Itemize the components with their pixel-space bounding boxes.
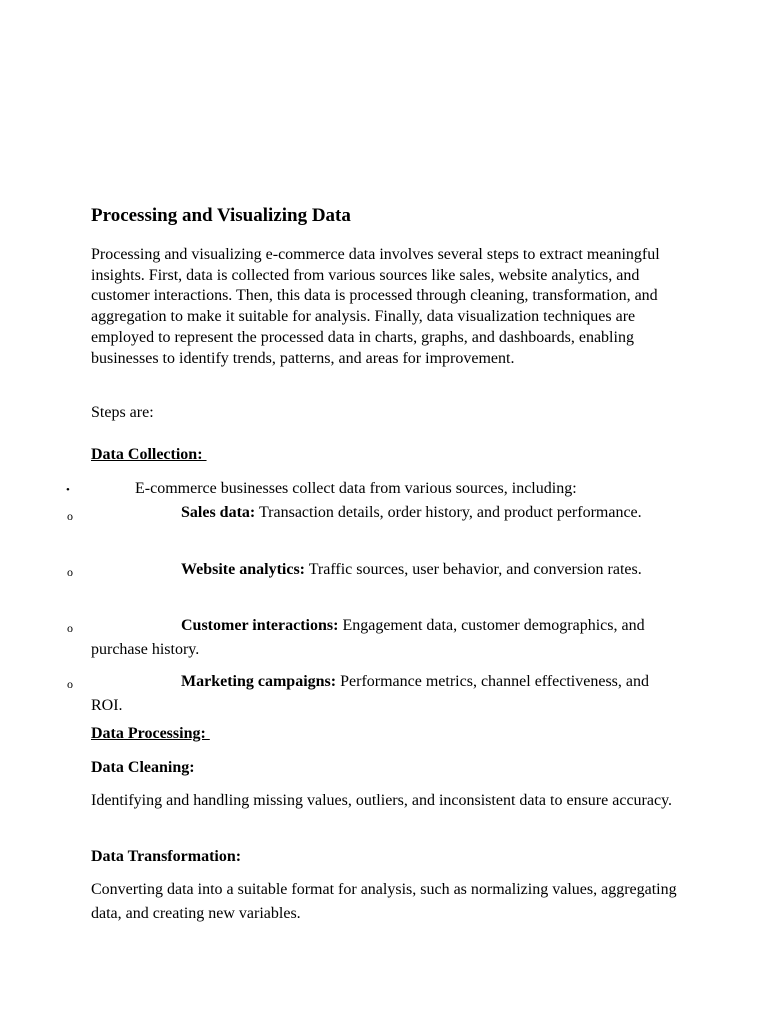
steps-label: Steps are:	[91, 404, 154, 421]
sub-item-term: Marketing campaigns:	[181, 673, 337, 690]
bullet-item	[0, 478, 768, 502]
sub-item-desc: Traffic sources, user behavior, and conversion rates.	[305, 561, 642, 578]
sub-bullet-icon: o	[67, 509, 73, 523]
sub-item-marketing-campaigns	[91, 670, 681, 718]
sub-item-sales-data	[91, 501, 681, 525]
data-cleaning-text: Identifying and handling missing values, outliers, and inconsistent data to ensure accuracy.	[91, 792, 673, 809]
sub-item-desc: Performance metrics, channel effectiveness, and ROI.	[91, 673, 650, 714]
data-transformation-heading: Data Transformation:	[91, 848, 242, 865]
sub-item-term: Sales data:	[181, 504, 256, 521]
intro-paragraph: Processing and visualizing e-commerce data involves several steps to extract meaningful insights. First, data is collected from various sources like sales, website analytics, and customer interactions. Then, this data is processed through cleaning, transformation, and aggregation to make it suitable for analysis. Finally, data visualization techniques are employed to represent the processed data in charts, graphs, and dashboards, enabling businesses to identify trends, patterns, and areas for improvement.	[91, 246, 660, 367]
sub-item-website-analytics	[91, 558, 681, 582]
sub-item-customer-interactions	[91, 614, 681, 662]
sub-item-desc: Transaction details, order history, and product performance.	[255, 504, 642, 521]
sub-bullet-icon: o	[67, 621, 73, 635]
page-title: Processing and Visualizing Data	[91, 205, 351, 226]
sub-bullet-icon: o	[67, 677, 73, 691]
bullet-text: E-commerce businesses collect data from various sources, including:	[135, 480, 577, 497]
sub-item-term: Customer interactions:	[181, 617, 339, 634]
data-collection-heading: Data Collection:	[91, 446, 207, 463]
sub-bullet-icon: o	[67, 565, 73, 579]
data-processing-heading: Data Processing:	[91, 725, 210, 742]
data-cleaning-heading: Data Cleaning:	[91, 759, 195, 776]
sub-item-term: Website analytics:	[181, 561, 305, 578]
bullet-icon: •	[66, 484, 70, 496]
data-transformation-text: Converting data into a suitable format for analysis, such as normalizing values, aggregating data, and creating new variables.	[91, 881, 677, 922]
sub-item-desc: Engagement data, customer demographics, and purchase history.	[91, 617, 645, 658]
